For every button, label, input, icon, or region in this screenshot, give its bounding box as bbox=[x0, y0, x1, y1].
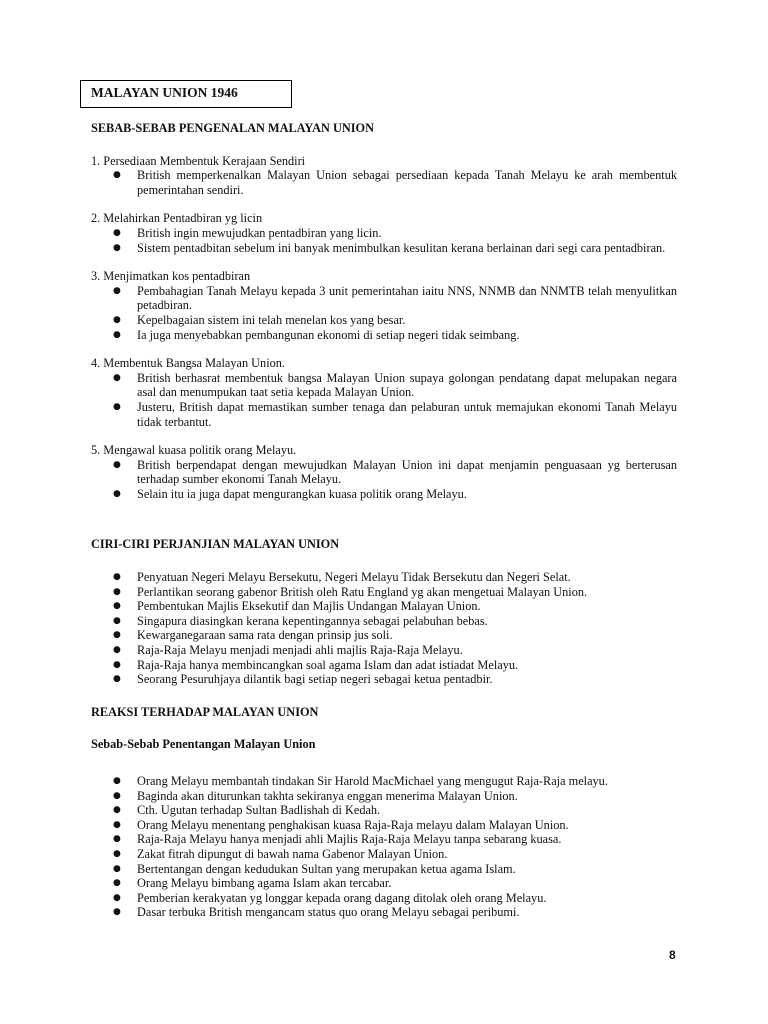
list-item: ● Singapura diasingkan kerana kepentingannya sebagai pelabuhan bebas. bbox=[91, 614, 677, 629]
list-item: ● Kepelbagaian sistem ini telah menelan kos yang besar. bbox=[91, 313, 677, 328]
page-number: 8 bbox=[669, 948, 676, 962]
reason-3-label: 3. Menjimatkan kos pentadbiran bbox=[91, 269, 251, 284]
list-item: ● British berhasrat membentuk bangsa Malayan Union supaya golongan pendatang dapat melupakan negara asal dan menumpukan taat setia kepada Malayan Union. bbox=[91, 371, 677, 400]
document-title: MALAYAN UNION 1946 bbox=[91, 85, 238, 100]
list-item: ● Ia juga menyebabkan pembangunan ekonomi di setiap negeri tidak seimbang. bbox=[91, 328, 677, 343]
reason-2-bullets bbox=[91, 226, 677, 255]
list-item: ● Pembentukan Majlis Eksekutif dan Majlis Undangan Malayan Union. bbox=[91, 599, 677, 614]
list-item: ● Orang Melayu menentang penghakisan kuasa Raja-Raja melayu dalam Malayan Union. bbox=[91, 818, 677, 833]
list-item: ● Dasar terbuka British mengancam status quo orang Melayu sebagai peribumi. bbox=[91, 905, 677, 920]
list-item: ● Justeru, British dapat memastikan sumber tenaga dan pelaburan untuk memajukan ekonomi Tanah Melayu tidak terbantut. bbox=[91, 400, 677, 429]
list-item: ● Selain itu ia juga dapat mengurangkan kuasa politik orang Melayu. bbox=[91, 487, 677, 502]
list-item: ● Pemberian kerakyatan yg longgar kepada orang dagang ditolak oleh orang Melayu. bbox=[91, 891, 677, 906]
list-item: ● Raja-Raja Melayu menjadi menjadi ahli majlis Raja-Raja Melayu. bbox=[91, 643, 677, 658]
list-item: ● Baginda akan diturunkan takhta sekiranya enggan menerima Malayan Union. bbox=[91, 789, 677, 804]
section-heading-features: CIRI-CIRI PERJANJIAN MALAYAN UNION bbox=[91, 537, 340, 552]
reason-4-bullets bbox=[91, 371, 677, 429]
list-item: ● Orang Melayu membantah tindakan Sir Harold MacMichael yang mengugut Raja-Raja melayu. bbox=[91, 774, 677, 789]
list-item: ● Cth. Ugutan terhadap Sultan Badlishah di Kedah. bbox=[91, 803, 677, 818]
list-item: ● Bertentangan dengan kedudukan Sultan yang merupakan ketua agama Islam. bbox=[91, 862, 677, 877]
list-item: ● Raja-Raja hanya membincangkan soal agama Islam dan adat istiadat Melayu. bbox=[91, 658, 677, 673]
reason-1-label: 1. Persediaan Membentuk Kerajaan Sendiri bbox=[91, 153, 306, 168]
list-item: ● Perlantikan seorang gabenor British oleh Ratu England yg akan mengetuai Malayan Union. bbox=[91, 585, 677, 600]
reason-3-bullets bbox=[91, 284, 677, 342]
opposition-bullets bbox=[91, 774, 677, 920]
reason-5-label: 5. Mengawal kuasa politik orang Melayu. bbox=[91, 443, 297, 458]
list-item: ● British ingin mewujudkan pentadbiran yang licin. bbox=[91, 226, 677, 241]
list-item: ● Seorang Pesuruhjaya dilantik bagi setiap negeri sebagai ketua pentadbir. bbox=[91, 672, 677, 687]
list-item: ● Sistem pentadbitan sebelum ini banyak menimbulkan kesulitan kerana berlainan dari segi cara pentadbiran. bbox=[91, 241, 677, 256]
reason-1-bullets bbox=[91, 168, 677, 197]
list-item: ● Kewarganegaraan sama rata dengan prinsip jus soli. bbox=[91, 628, 677, 643]
document-body bbox=[91, 121, 677, 920]
list-item: ● Pembahagian Tanah Melayu kepada 3 unit pemerintahan iaitu NNS, NNMB dan NNMTB telah menyulitkan petadbiran. bbox=[91, 284, 677, 313]
reason-2-label: 2. Melahirkan Pentadbiran yg licin bbox=[91, 211, 263, 226]
section-heading-reasons: SEBAB-SEBAB PENGENALAN MALAYAN UNION bbox=[91, 121, 374, 135]
section-heading-reaction: REAKSI TERHADAP MALAYAN UNION bbox=[91, 704, 319, 719]
reason-5-bullets bbox=[91, 458, 677, 502]
subheading-opposition: Sebab-Sebab Penentangan Malayan Union bbox=[91, 737, 316, 752]
title-box bbox=[80, 80, 292, 108]
list-item: ● Raja-Raja Melayu hanya menjadi ahli Majlis Raja-Raja Melayu tanpa sebarang kuasa. bbox=[91, 832, 677, 847]
list-item: ● Zakat fitrah dipungut di bawah nama Gabenor Malayan Union. bbox=[91, 847, 677, 862]
features-bullets bbox=[91, 570, 677, 687]
reason-4-label: 4. Membentuk Bangsa Malayan Union. bbox=[91, 356, 285, 371]
list-item: ● Orang Melayu bimbang agama Islam akan tercabar. bbox=[91, 876, 677, 891]
list-item: ● Penyatuan Negeri Melayu Bersekutu, Negeri Melayu Tidak Bersekutu dan Negeri Selat. bbox=[91, 570, 677, 585]
list-item: ● British memperkenalkan Malayan Union sebagai persediaan kepada Tanah Melayu ke arah membentuk pemerintahan sendiri. bbox=[91, 168, 677, 197]
list-item: ● British berpendapat dengan mewujudkan Malayan Union ini dapat menjamin penguasaan yg berterusan terhadap sumber ekonomi Tanah Melayu. bbox=[91, 458, 677, 487]
